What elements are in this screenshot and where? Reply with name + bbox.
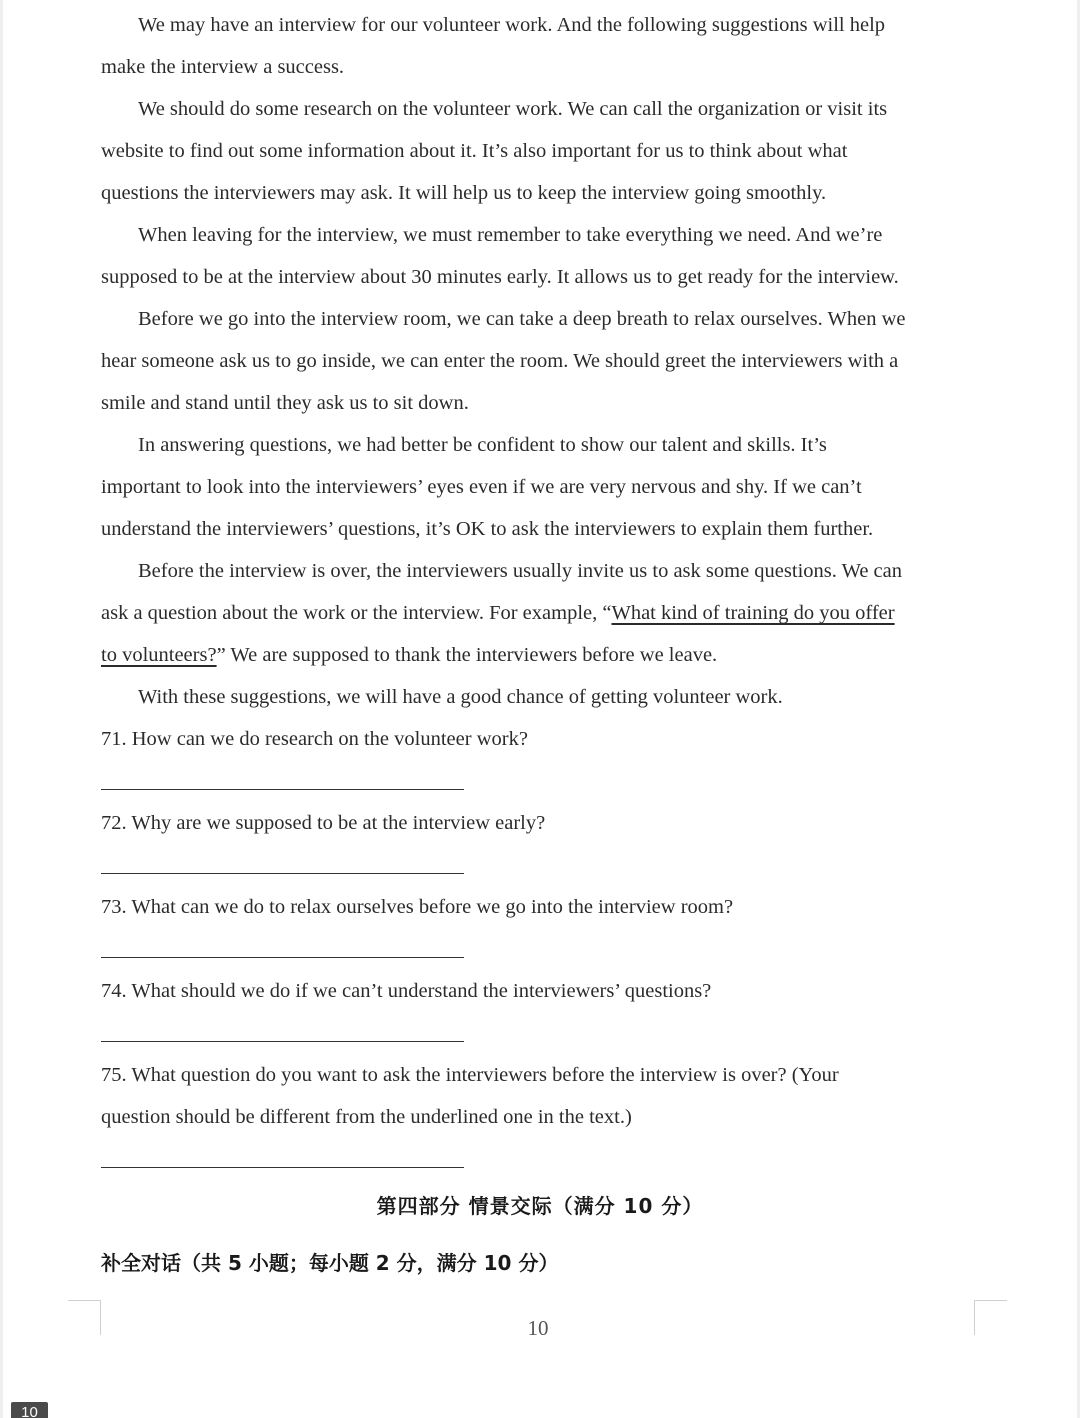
answer-line-75[interactable] [101, 1138, 981, 1180]
passage-line: understand the interviewers’ questions, it’s OK to ask the interviewers to explain them further. [101, 518, 874, 540]
passage-line: website to find out some information about it. It’s also important for us to think about what [101, 140, 848, 162]
section-subtitle: 补全对话（共 5 小题；每小题 2 分，满分 10 分） [101, 1251, 559, 1275]
underlined-question: to volunteers? [101, 644, 217, 666]
question-73: 73. What can we do to relax ourselves before we go into the interview room? [101, 896, 734, 918]
passage-line: With these suggestions, we will have a good chance of getting volunteer work. [138, 686, 783, 708]
passage-line: questions the interviewers may ask. It will help us to keep the interview going smoothly. [101, 182, 827, 204]
passage-line: Before we go into the interview room, we can take a deep breath to relax ourselves. When we [138, 308, 906, 330]
passage-line: We should do some research on the volunteer work. We can call the organization or visit its [138, 98, 888, 120]
passage-line: smile and stand until they ask us to sit down. [101, 392, 469, 414]
underlined-question: What kind of training do you offer [611, 602, 895, 624]
question-75: 75. What question do you want to ask the interviewers before the interview is over? (Your [101, 1064, 839, 1086]
passage-line: When leaving for the interview, we must remember to take everything we need. And we’re [138, 224, 883, 246]
question-75-continued: question should be different from the underlined one in the text.) [101, 1106, 632, 1128]
passage-line [101, 634, 981, 676]
question-71: 71. How can we do research on the volunteer work? [101, 728, 528, 750]
answer-line-73[interactable] [101, 928, 981, 970]
passage-line [101, 592, 981, 634]
passage-line: In answering questions, we had better be confident to show our talent and skills. It’s [138, 434, 827, 456]
answer-line-71[interactable] [101, 760, 981, 802]
passage-line: important to look into the interviewers’ eyes even if we are very nervous and shy. If we can’t [101, 476, 862, 498]
passage-line: hear someone ask us to go inside, we can enter the room. We should greet the interviewers with a [101, 350, 899, 372]
reading-passage [101, 4, 981, 1180]
question-72: 72. Why are we supposed to be at the interview early? [101, 812, 546, 834]
passage-text: ” We are supposed to thank the interviewers before we leave. [216, 644, 718, 666]
passage-line: Before the interview is over, the interviewers usually invite us to ask some questions. We can [138, 560, 903, 582]
page-badge: 10 [11, 1402, 48, 1418]
passage-line: make the interview a success. [101, 56, 345, 78]
answer-line-72[interactable] [101, 844, 981, 886]
section-title: 第四部分 情景交际（满分 10 分） [376, 1194, 704, 1218]
passage-line: supposed to be at the interview about 30 minutes early. It allows us to get ready for the interview. [101, 266, 899, 288]
passage-line: We may have an interview for our volunteer work. And the following suggestions will help [138, 14, 886, 36]
passage-text: ask a question about the work or the interview. For example, “ [101, 602, 612, 624]
answer-line-74[interactable] [101, 1012, 981, 1054]
question-74: 74. What should we do if we can’t understand the interviewers’ questions? [101, 980, 712, 1002]
page-number: 10 [527, 1316, 549, 1340]
